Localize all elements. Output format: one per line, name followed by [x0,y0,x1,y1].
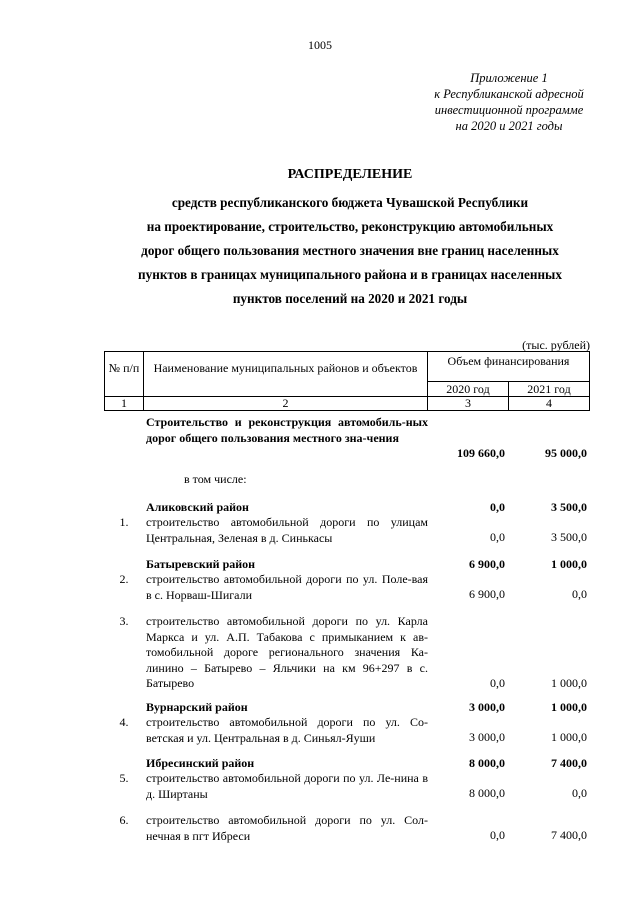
header-year-2020: 2020 год [427,381,509,397]
appendix-line: на 2020 и 2021 годы [455,119,563,133]
index-cell: 2 [143,396,428,411]
total-2021: 95 000,0 [545,446,587,460]
index-cell: 4 [508,396,590,411]
row-2021: 3 500,0 [551,530,587,544]
row-text: строительство автомобильной дороги по улицам Центральная, Зеленая в д. Синькасы [146,515,428,545]
district-2021: 3 500,0 [551,500,587,514]
row-2021: 1 000,0 [551,730,587,744]
subtitle-line: пунктов в границах муниципального района и в границах населенных [138,267,562,282]
district-2020: 3 000,0 [469,700,505,714]
total-2020: 109 660,0 [457,446,505,460]
district-name: Ибресинский район [146,756,255,770]
appendix-line: к Республиканской адресной [434,87,584,101]
header-year-2021: 2021 год [508,381,590,397]
page-number: 1005 [308,38,332,52]
header-name: Наименование муниципальных районов и объектов [143,351,428,397]
row-2020: 8 000,0 [469,786,505,800]
appendix-line: Приложение 1 [470,71,548,85]
district-2020: 8 000,0 [469,756,505,770]
appendix-note [404,70,614,134]
header-volume: Объем финансирования [427,351,590,382]
subtitle-line: средств республиканского бюджета Чувашской Республики [171,195,529,210]
row-2020: 0,0 [490,676,505,690]
district-2021: 7 400,0 [551,756,587,770]
index-cell: 1 [104,396,144,411]
row-number: 4. [119,715,129,729]
row-2020: 3 000,0 [469,730,505,744]
district-2021: 1 000,0 [551,700,587,714]
index-cell: 3 [427,396,509,411]
row-2021: 7 400,0 [551,828,587,842]
district-name: Батыревский район [146,557,256,571]
including-label: в том числе: [184,472,247,486]
row-number: 1. [119,515,129,529]
table-header [104,351,590,411]
row-text: строительство автомобильной дороги по ул. Поле-вая в с. Норваш-Шигали [146,572,428,602]
row-text: строительство автомобильной дороги по ул. Карла Маркса и ул. А.П. Табакова с примыканием к ав-томобильной дороге регионального значения Ка-линино – Батырево – Яльчики на км 96+297 в с. Батырево [146,614,428,690]
document-subtitle [90,191,610,311]
row-2021: 1 000,0 [551,676,587,690]
subtitle-line: на проектирование, строительство, реконструкцию автомобильных [146,219,554,234]
row-number: 2. [119,572,129,586]
row-number: 5. [119,771,129,785]
row-2020: 6 900,0 [469,587,505,601]
units-note: (тыс. рублей) [522,338,590,352]
appendix-line: инвестиционной программе [434,103,584,117]
row-text: строительство автомобильной дороги по ул. Со-ветская и ул. Центральная в д. Синьял-Яуши [146,715,428,745]
subtitle-line: пунктов поселений на 2020 и 2021 годы [232,291,468,306]
header-number: № п/п [104,351,144,397]
district-2020: 6 900,0 [469,557,505,571]
row-2021: 0,0 [572,786,587,800]
document-title: РАСПРЕДЕЛЕНИЕ [287,167,413,182]
subtitle-line: дорог общего пользования местного значения вне границ населенных [141,243,559,258]
row-text: строительство автомобильной дороги по ул. Ле-нина в д. Ширтаны [146,771,428,801]
district-name: Аликовский район [146,500,249,514]
district-2021: 1 000,0 [551,557,587,571]
district-name: Вурнарский район [146,700,248,714]
row-number: 6. [119,813,129,827]
row-number: 3. [119,614,129,628]
row-2020: 0,0 [490,828,505,842]
row-2021: 0,0 [572,587,587,601]
district-2020: 0,0 [490,500,505,514]
row-2020: 0,0 [490,530,505,544]
total-label: Строительство и реконструкция автомобиль-ных дорог общего пользования местного зна-чения [146,415,428,445]
row-text: строительство автомобильной дороги по ул. Сол-нечная в пгт Ибреси [146,813,428,843]
